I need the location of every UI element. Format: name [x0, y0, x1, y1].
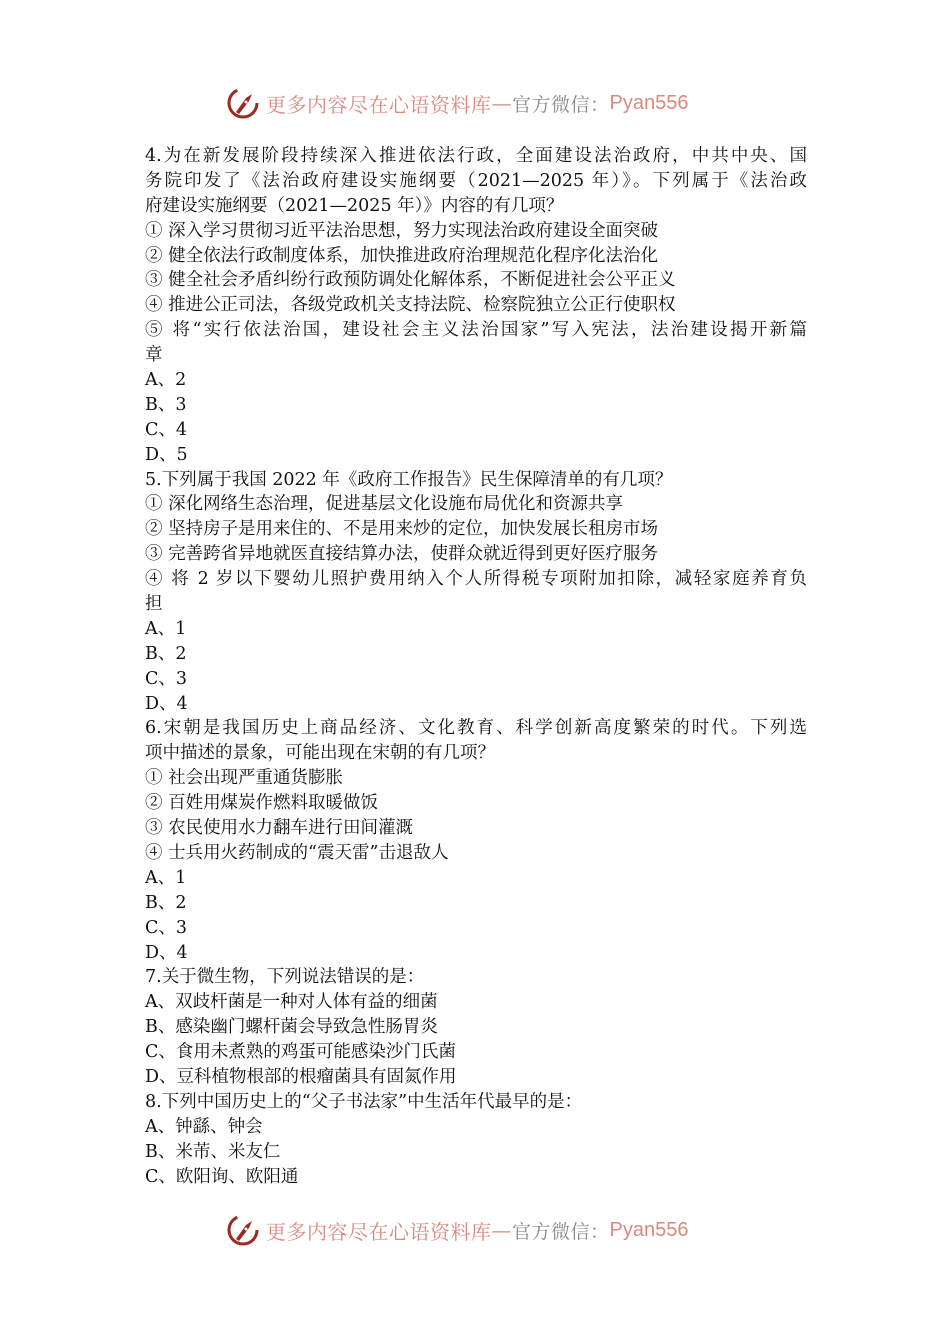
banner-text: 更多内容尽在心语资料库: [266, 92, 492, 117]
question-line: ① 深入学习贯彻习近平法治思想，努力实现法治政府建设全面突破: [145, 220, 659, 241]
question-line: ③ 农民使用水力翻车进行田间灌溉: [145, 818, 414, 839]
banner-wechat-id: Pyan556: [609, 1218, 689, 1241]
pen-nib-logo-icon: [226, 1213, 260, 1247]
question-content: [145, 144, 807, 1189]
question-6: [145, 716, 807, 965]
banner-wechat-label: 官方微信：: [512, 93, 610, 116]
question-line: ④ 将 2 岁以下婴幼儿照护费用纳入个人所得税专项附加扣除，减轻家庭养育负: [145, 569, 807, 590]
question-line: B、感染幽门螺杆菌会导致急性肠胃炎: [145, 1017, 438, 1038]
question-line: ⑤ 将“实行依法治国，建设社会主义法治国家”写入宪法，法治建设揭开新篇: [145, 320, 807, 341]
question-line: A、1: [145, 867, 187, 888]
question-line: B、米芾、米友仁: [145, 1141, 281, 1162]
question-line: ② 坚持房子是用来住的、不是用来炒的定位，加快发展长租房市场: [145, 519, 659, 540]
question-line: 7.关于微生物，下列说法错误的是：: [145, 967, 425, 988]
question-line: D、豆科植物根部的根瘤菌具有固氮作用: [145, 1066, 457, 1087]
question-line: ① 深化网络生态治理，促进基层文化设施布局优化和资源共享: [145, 494, 624, 515]
question-line: 4.为在新发展阶段持续深入推进依法行政，全面建设法治政府，中共中央、国: [145, 146, 807, 166]
header-watermark-banner: [226, 85, 716, 121]
question-line: A、1: [145, 618, 187, 639]
question-line: 府建设实施纲要（2021—2025 年）》内容的有几项？: [145, 195, 564, 216]
question-line: 6.宋朝是我国历史上商品经济、文化教育、科学创新高度繁荣的时代。下列选: [145, 718, 807, 739]
question-line: C、食用未煮熟的鸡蛋可能感染沙门氏菌: [145, 1042, 456, 1063]
question-line: B、3: [145, 394, 187, 415]
question-line: D、4: [145, 942, 188, 963]
question-line: 8.下列中国历史上的“父子书法家”中生活年代最早的是：: [145, 1091, 583, 1112]
question-line: C、3: [145, 668, 188, 689]
question-line: ② 百姓用煤炭作燃料取暖做饭: [145, 793, 379, 814]
question-5: [145, 468, 807, 717]
question-line: 项中描述的景象，可能出现在宋朝的有几项？: [145, 743, 495, 764]
question-line: A、双歧杆菌是一种对人体有益的细菌: [145, 992, 438, 1013]
question-line: B、2: [145, 643, 187, 664]
question-line: C、4: [145, 419, 188, 440]
banner-wechat-label: 官方微信：: [512, 1220, 610, 1243]
question-line: C、3: [145, 917, 188, 938]
question-4: [145, 144, 807, 468]
pen-nib-logo-icon: [226, 86, 260, 120]
question-line: A、钟繇、钟会: [145, 1116, 263, 1137]
banner-wechat-id: Pyan556: [609, 91, 689, 114]
question-line: ④ 士兵用火药制成的“震天雷”击退敌人: [145, 842, 449, 863]
question-line: D、4: [145, 693, 188, 714]
banner-dash: —: [491, 1218, 512, 1242]
question-line: ④ 推进公正司法，各级党政机关支持法院、检察院独立公正行使职权: [145, 295, 676, 316]
question-line: B、2: [145, 892, 187, 913]
question-line: 担: [145, 594, 163, 615]
question-8: [145, 1090, 807, 1190]
question-line: 务院印发了《法治政府建设实施纲要（2021—2025 年）》。下列属于《法治政: [145, 170, 807, 191]
question-line: ① 社会出现严重通货膨胀: [145, 768, 344, 789]
question-7: [145, 965, 807, 1089]
banner-dash: —: [491, 91, 512, 115]
footer-watermark-banner: [226, 1212, 716, 1248]
question-line: 章: [145, 345, 163, 366]
question-line: D、5: [145, 444, 188, 465]
question-line: ③ 完善跨省异地就医直接结算办法，使群众就近得到更好医疗服务: [145, 544, 659, 565]
question-line: C、欧阳询、欧阳通: [145, 1166, 299, 1187]
question-line: ③ 健全社会矛盾纠纷行政预防调处化解体系，不断促进社会公平正义: [145, 270, 676, 291]
question-line: ② 健全依法行政制度体系，加快推进政府治理规范化程序化法治化: [145, 245, 659, 266]
question-line: A、2: [145, 370, 187, 391]
question-line: 5.下列属于我国 2022 年《政府工作报告》民生保障清单的有几项？: [145, 469, 673, 490]
banner-text: 更多内容尽在心语资料库: [266, 1219, 492, 1244]
